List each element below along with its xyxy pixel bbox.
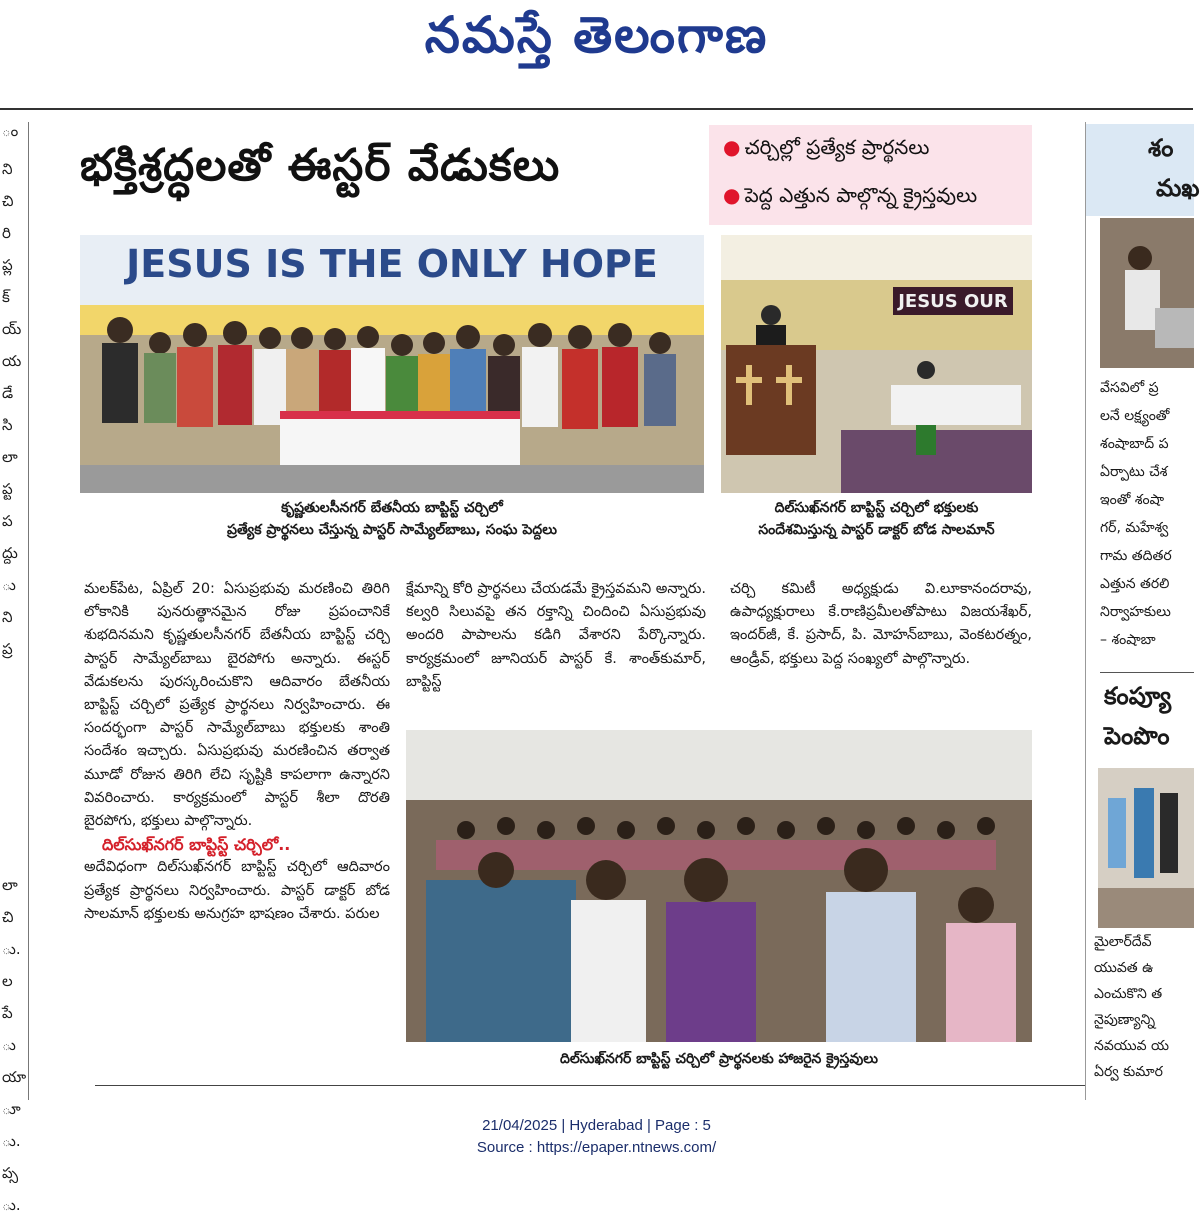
- left-strip-fragment: ప్ట: [2, 480, 13, 498]
- left-strip-fragment: ప్ర: [2, 640, 13, 658]
- right-photo-2: [1098, 768, 1194, 928]
- left-strip-fragment: డే: [2, 384, 14, 402]
- right-column-line: ఇంతో శంషా: [1100, 492, 1165, 508]
- photo2-caption: దిల్‌సుఖ్‌నగర్ బాప్టిస్ట్ చర్చిలో భక్తులకు సందేశమిస్తున్న పాస్టర్ డాక్టర్ బోడ సాలమాన్: [758, 500, 995, 538]
- bullet-item: ● పెద్ద ఎత్తున పాల్గొన్న క్రైస్తవులు: [723, 183, 978, 207]
- left-strip-fragment: ు.: [2, 1132, 21, 1150]
- left-strip-fragment: లా: [2, 876, 18, 894]
- right-column-line: నవయువ య: [1094, 1038, 1170, 1054]
- right-column-line: మైలార్‌దేవ్: [1094, 934, 1152, 950]
- right-column-line: ఎత్తున తరలి: [1100, 576, 1170, 592]
- left-strip-fragment: సి: [2, 416, 13, 434]
- right-photo-1: [1100, 218, 1194, 368]
- masthead-rule: [0, 108, 1193, 110]
- right-column-line: వేసవిలో ప్ర: [1100, 380, 1159, 396]
- right-column-line: నిర్వాహకులు: [1100, 604, 1171, 620]
- article-paragraph: అదేవిధంగా దిల్‌సుఖ్‌నగర్ బాప్టిస్ట్ చర్చిలో ఆదివారం ప్రత్యేక ప్రార్థనలు నిర్వహించారు. పాస్టర్ డాక్టర్ బోడ సాలమాన్ భక్తులకు అనుగ్రహ భాషణం చేశారు. పరుల: [84, 859, 390, 922]
- right-column-line: గామ తదితర: [1100, 548, 1172, 564]
- left-strip-fragment: చి: [2, 908, 14, 926]
- right-column-line: లనే లక్ష్యంతో: [1100, 408, 1170, 424]
- left-strip-fragment: యా: [2, 1068, 27, 1086]
- article-column-2: [406, 578, 706, 718]
- left-strip-fragment: ద్దు: [2, 544, 18, 562]
- left-strip-fragment: ప్ల: [2, 256, 13, 274]
- bullet-box: [709, 125, 1032, 225]
- article-paragraph: మలక్‌పేట, ఏప్రిల్ 20: ఏసుప్రభువు మరణించి తిరిగి లోకానికి పునరుత్థానమైన రోజు ప్రపంచానికే శుభదినమని కృష్ణతులసీనగర్ బేతనీయ బాప్టిస్ట్ చర్చి పాస్టర్ సామ్యేల్‌బాబు బైరపోగు అన్నారు. ఈస్టర్ వేడుకలను పురస్కరించుకొని ఆదివారం బేతనీయ బాప్టిస్ట్ చర్చిలో ప్రత్యేక ప్రార్థనలు నిర్వహించారు. ఈ సందర్భంగా పాస్టర్ సామ్యేల్‌బాబు భక్తులకు శాంతి సందేశం ఇచ్చారు. ఏసుప్రభువు మరణించిన తర్వాత మూడో రోజున తిరిగి లేచి సృష్టికి కాపలాగా ఉన్నారని వివరించారు. కార్యక్రమంలో పాస్టర్ శీలా దొరతి బైరపోగు, భక్తులు పాల్గొన్నారు.: [84, 581, 390, 830]
- article-subhead: దిల్‌సుఖ్‌నగర్ బాప్టిస్ట్ చర్చిలో..: [102, 835, 291, 855]
- left-strip-fragment: ు: [2, 576, 16, 594]
- right-column-line: గర్, మహేశ్వ: [1100, 520, 1169, 536]
- article-headline: భక్తిశ్రద్ధలతో ఈస్టర్ వేడుకలు: [80, 140, 561, 191]
- left-strip-fragment: ు.: [2, 940, 21, 958]
- footer-source-line: Source : https://epaper.ntnews.com/: [476, 1139, 717, 1156]
- left-strip-fragment: ు.: [2, 1196, 21, 1214]
- banner-text: JESUS IS THE ONLY HOPE: [126, 242, 658, 286]
- right-divider: [1100, 672, 1194, 673]
- left-strip-fragment: ం: [2, 122, 19, 140]
- bottom-rule: [95, 1085, 1085, 1086]
- left-strip-fragment: లా: [2, 448, 18, 466]
- bullet-dot-icon: ●: [723, 183, 741, 207]
- right-column-line: – శంషాబా: [1100, 632, 1156, 648]
- left-strip-fragment: ప: [2, 512, 13, 530]
- bullet-dot-icon: ●: [723, 135, 741, 159]
- right-column-line: ఎంచుకొని త: [1094, 986, 1163, 1002]
- right-column-line: యువత ఉ: [1094, 960, 1154, 976]
- group-photo: [80, 235, 704, 493]
- masthead: [0, 0, 1193, 80]
- left-strip-fragment: య: [2, 352, 22, 370]
- photo1-caption: కృష్ణతులసీనగర్ బేతనీయ బాప్టిస్ట్ చర్చిలో ప్రత్యేక ప్రార్థనలు చేస్తున్న పాస్టర్ సామ్యేల్‌బాబు, సంఘ పెద్దలు: [227, 500, 557, 538]
- left-strip-fragment: ూ: [2, 1100, 21, 1118]
- right-neighbour-column: [1085, 122, 1200, 1100]
- left-strip-fragment: రి: [2, 224, 11, 242]
- right-column-line: నైపుణ్యాన్ని: [1094, 1012, 1156, 1028]
- pulpit-photo: [721, 235, 1032, 493]
- right-headline-box: [1086, 124, 1200, 216]
- left-strip-fragment: ని: [2, 160, 13, 178]
- left-strip-fragment: ని: [2, 608, 13, 626]
- right-column-line: ఏర్పాటు చేశ: [1100, 464, 1168, 480]
- congregation-photo: [406, 730, 1032, 1042]
- left-strip-fragment: ప్స: [2, 1164, 19, 1182]
- article-paragraph: క్షేమాన్ని కోరి ప్రార్థనలు చేయడమే క్రైస్తవమని అన్నారు. కల్వరి సిలువపై తన రక్తాన్ని చిందించి ఏసుప్రభువు అందరి పాపాలను కడిగి వేశారని పేర్కొన్నారు. కార్యక్రమంలో జూనియర్ పాస్టర్ కే. శాంత్‌కుమార్, బాప్టిస్ట్: [406, 581, 706, 690]
- left-strip-fragment: య్: [2, 320, 22, 338]
- left-strip-fragment: ు: [2, 1036, 16, 1054]
- article-column-3: [730, 578, 1032, 718]
- right-headline-line: పెంపొం: [1104, 722, 1170, 750]
- footer-date-line: 21/04/2025 | Hyderabad | Page : 5: [482, 1117, 711, 1134]
- article-column-1: [84, 578, 390, 1088]
- left-neighbour-column: [0, 122, 29, 1214]
- photo3-caption: దిల్‌సుఖ్‌నగర్ బాప్టిస్ట్ చర్చిలో ప్రార్థనలకు హాజరైన క్రైస్తవులు: [559, 1051, 879, 1067]
- right-headline-line: కంప్యూ: [1104, 682, 1172, 710]
- left-strip-fragment: క్: [2, 288, 10, 306]
- page-footer: [0, 1115, 1193, 1159]
- left-strip-fragment: చి: [2, 192, 14, 210]
- article-paragraph: చర్చి కమిటీ అధ్యక్షుడు వి.లూకానందరావు, ఉపాధ్యక్షురాలు కే.రాణిప్రమీలతోపాటు విజయశేఖర్, ఇందర్‌జీ, కే. ప్రసాద్, పి. మోహన్‌బాబు, వెంకటరత్నం, ఆండ్రీవ్, భక్తులు పెద్ద సంఖ్యలో పాల్గొన్నారు.: [730, 581, 1032, 667]
- pulpit-banner-text: JESUS OUR: [898, 291, 1008, 312]
- newspaper-logo: నమస్తే తెలంగాణ: [424, 6, 769, 64]
- right-headline-line: శం: [1148, 134, 1174, 162]
- right-column-line: శంషాబాద్ ప: [1100, 436, 1169, 452]
- left-strip-fragment: పే: [2, 1004, 13, 1022]
- right-headline-line: మఖ: [1156, 174, 1200, 202]
- bullet-item: ● చర్చిల్లో ప్రత్యేక ప్రార్థనలు: [723, 135, 930, 159]
- right-column-line: ఏర్వ కుమార: [1094, 1064, 1163, 1080]
- left-strip-fragment: ల: [2, 972, 13, 990]
